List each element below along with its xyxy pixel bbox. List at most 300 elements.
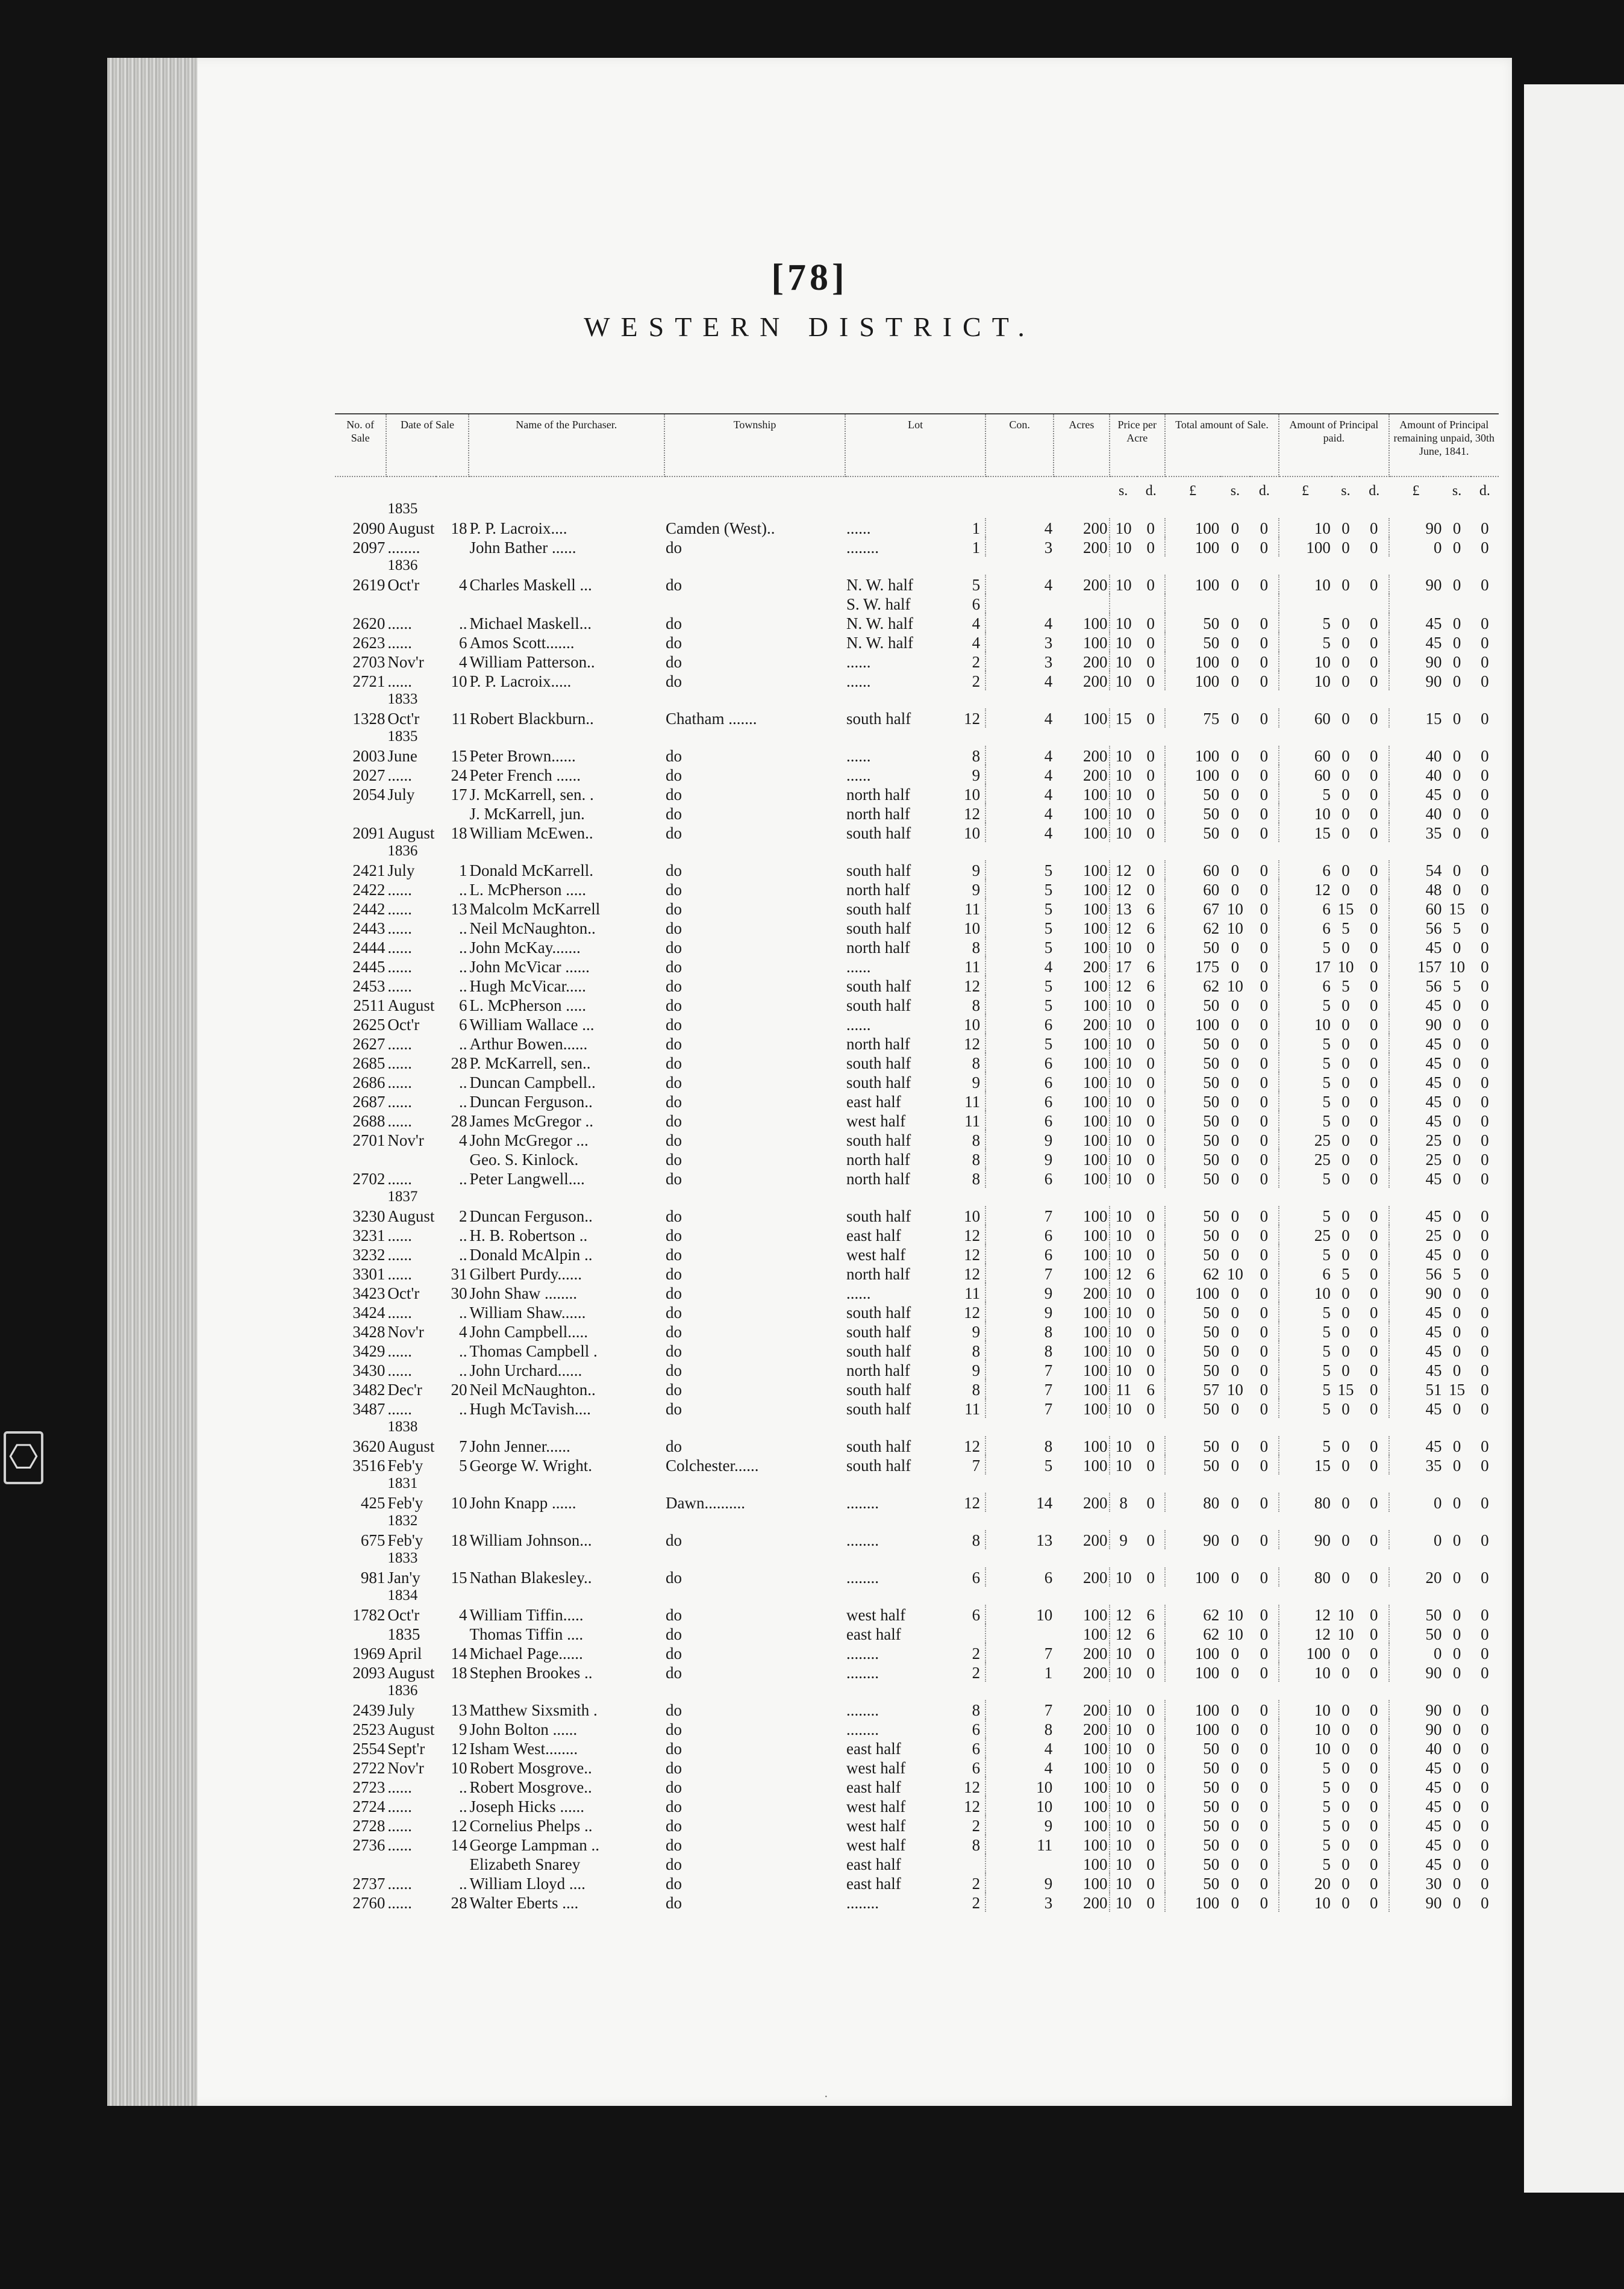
cell-rs: 0 <box>1452 1400 1461 1418</box>
cell-ts: 0 <box>1231 1720 1240 1738</box>
cell-rd: 0 <box>1481 1342 1489 1360</box>
cell-tl: 50 <box>1165 1169 1220 1188</box>
cell-ps: 10 <box>1110 823 1137 842</box>
cell-mon <box>386 804 436 823</box>
lot-part: ...... <box>846 958 871 976</box>
cell-con: 3 <box>985 652 1054 671</box>
lot-number: 8 <box>972 1701 981 1719</box>
cell-acres: 100 <box>1083 1381 1108 1399</box>
table-row <box>335 1455 1499 1475</box>
cell-as: 0 <box>1341 1131 1350 1149</box>
unit-remaining-d: d. <box>1479 483 1490 499</box>
cell-pd: 6 <box>1146 919 1155 937</box>
cell-town: do <box>665 1246 682 1264</box>
lot-number: 6 <box>972 1606 981 1624</box>
cell-as: 0 <box>1341 1644 1350 1663</box>
year-label: 1836 <box>387 557 418 573</box>
cell-pd: 0 <box>1146 938 1155 957</box>
cell-rs: 0 <box>1452 1625 1461 1643</box>
cell-ps: 10 <box>1110 1149 1137 1169</box>
cell-ts: 0 <box>1231 539 1240 557</box>
lot-number: 2 <box>972 1875 981 1893</box>
header-total: Total amount of Sale. <box>1165 414 1279 476</box>
cell-td: 0 <box>1260 881 1269 899</box>
cell-ps: 15 <box>1110 708 1137 728</box>
cell-rs: 0 <box>1452 1875 1461 1893</box>
cell-pd: 0 <box>1146 1170 1155 1188</box>
lot-part: ........ <box>846 539 879 557</box>
cell-rs: 0 <box>1452 1457 1461 1475</box>
cell-td: 0 <box>1260 1625 1269 1643</box>
cell-ps: 10 <box>1110 1399 1137 1418</box>
table-row <box>335 957 1499 976</box>
cell-name: Malcolm McKarrell <box>469 900 601 918</box>
cell-ts: 0 <box>1231 1740 1240 1758</box>
cell-mon: 1835 <box>387 1625 420 1643</box>
cell-ts: 0 <box>1231 1817 1240 1835</box>
cell-name: Donald McAlpin .. <box>469 1246 593 1264</box>
cell-pd: 0 <box>1146 1836 1155 1854</box>
cell-no: 2422 <box>352 881 386 899</box>
cell-rd: 0 <box>1481 824 1489 842</box>
cell-town: do <box>665 1797 682 1816</box>
cell-lot <box>845 1436 985 1455</box>
cell-ad: 0 <box>1370 1131 1378 1149</box>
cell-con: 4 <box>985 804 1054 823</box>
cell-lot <box>845 937 985 957</box>
cell-name: Hugh McTavish.... <box>469 1400 591 1418</box>
lot-number: 4 <box>972 614 981 632</box>
cell-no: 2623 <box>352 634 386 652</box>
cell-con: 4 <box>985 1738 1054 1758</box>
cell-rl: 157 <box>1389 957 1443 976</box>
cell-con: 5 <box>985 860 1054 879</box>
lot-part: west half <box>846 1817 906 1835</box>
cell-lot <box>845 765 985 784</box>
cell-town: do <box>665 1226 682 1244</box>
cell-rs: 0 <box>1452 1342 1461 1360</box>
cell-name: Robert Blackburn.. <box>469 710 594 728</box>
cell-no: 2737 <box>352 1875 386 1893</box>
cell-ad: 0 <box>1370 919 1378 937</box>
cell-ps: 10 <box>1110 1341 1137 1360</box>
cell-tl: 100 <box>1165 1663 1220 1682</box>
cell-td: 0 <box>1260 1265 1269 1283</box>
cell-mon: Sept'r <box>387 1740 425 1758</box>
cell-ad: 0 <box>1370 519 1378 537</box>
cell-tl: 50 <box>1165 1758 1220 1777</box>
cell-rd: 0 <box>1481 614 1489 632</box>
cell-mon: ...... <box>387 938 412 957</box>
cell-td: 0 <box>1260 1226 1269 1244</box>
lot-number: 9 <box>972 1323 981 1341</box>
cell-day: 31 <box>451 1265 467 1283</box>
cell-rl: 45 <box>1389 995 1443 1014</box>
lot-number: 12 <box>964 710 981 728</box>
cell-no: 2703 <box>352 653 386 671</box>
ledger-page <box>107 58 1512 2106</box>
cell-as: 0 <box>1341 1342 1350 1360</box>
cell-acres: 100 <box>1083 1093 1108 1111</box>
cell-no: 2444 <box>352 938 386 957</box>
cell-rd: 0 <box>1481 519 1489 537</box>
cell-rs: 5 <box>1452 977 1461 995</box>
cell-mon: ...... <box>387 672 412 690</box>
cell-ts: 0 <box>1231 1035 1240 1053</box>
cell-pd: 6 <box>1146 1606 1155 1624</box>
cell-rl: 25 <box>1389 1149 1443 1169</box>
cell-ad: 0 <box>1370 1151 1378 1169</box>
cell-td: 0 <box>1260 1644 1269 1663</box>
cell-ad: 0 <box>1370 1817 1378 1835</box>
lot-part: ...... <box>846 747 871 765</box>
cell-lot <box>845 879 985 899</box>
cell-ts: 0 <box>1231 1170 1240 1188</box>
table-row <box>335 937 1499 957</box>
ledger-body <box>335 500 1499 1912</box>
year-label: 1832 <box>387 1513 418 1529</box>
cell-con: 6 <box>985 1244 1054 1264</box>
cell-mon: ...... <box>387 1054 412 1072</box>
cell-name: William Lloyd .... <box>469 1875 586 1893</box>
cell-ps: 17 <box>1110 957 1137 976</box>
unit-price-d: d. <box>1145 483 1157 499</box>
cell-pd: 0 <box>1146 1778 1155 1796</box>
cell-con: 4 <box>985 823 1054 842</box>
cell-day: 20 <box>451 1381 467 1399</box>
cell-as: 0 <box>1341 766 1350 784</box>
cell-town: do <box>665 919 682 937</box>
cell-con: 5 <box>985 995 1054 1014</box>
cell-mon <box>386 594 436 613</box>
cell-acres: 200 <box>1083 1664 1108 1682</box>
header-paid: Amount of Principal paid. <box>1279 414 1388 476</box>
cell-ps: 10 <box>1110 1091 1137 1111</box>
cell-td: 0 <box>1260 1304 1269 1322</box>
cell-ts: 0 <box>1231 1664 1240 1682</box>
cell-ps: 10 <box>1110 575 1137 594</box>
cell-day: 7 <box>459 1437 467 1455</box>
cell-rl: 54 <box>1389 860 1443 879</box>
header-acres: Acres <box>1054 414 1109 476</box>
cell-day: 30 <box>451 1284 467 1302</box>
cell-day: 12 <box>451 1740 467 1758</box>
cell-con: 6 <box>985 1169 1054 1188</box>
cell-ps: 10 <box>1110 1455 1137 1475</box>
cell-td: 0 <box>1260 824 1269 842</box>
lot-number: 8 <box>972 1054 981 1072</box>
cell-al: 5 <box>1279 1758 1332 1777</box>
cell-al: 5 <box>1279 1322 1332 1341</box>
cell-acres: 100 <box>1083 977 1108 995</box>
table-row <box>335 1111 1499 1130</box>
cell-td: 0 <box>1260 1016 1269 1034</box>
cell-mon: ...... <box>387 1875 412 1893</box>
cell-acres: 100 <box>1083 1817 1108 1835</box>
cell-no: 2439 <box>352 1701 386 1719</box>
cell-as <box>1332 594 1360 613</box>
cell-day: 28 <box>451 1894 467 1912</box>
cell-acres: 100 <box>1083 938 1108 957</box>
cell-al: 10 <box>1279 1700 1332 1719</box>
cell-town: do <box>665 805 682 823</box>
cell-al: 17 <box>1279 957 1332 976</box>
land-sales-table <box>335 413 1499 1912</box>
year-label: 1833 <box>387 1550 418 1566</box>
cell-con: 10 <box>985 1605 1054 1624</box>
district-title: WESTERN DISTRICT. <box>584 311 1035 342</box>
cell-name: William Tiffin..... <box>469 1606 584 1624</box>
cell-tl: 175 <box>1165 957 1220 976</box>
cell-mon: Oct'r <box>387 1606 420 1624</box>
lot-number: 6 <box>972 595 981 613</box>
cell-pd: 0 <box>1146 1226 1155 1244</box>
cell-as: 5 <box>1341 977 1350 995</box>
lot-part: west half <box>846 1797 906 1816</box>
year-label: 1831 <box>387 1475 418 1491</box>
cell-td: 0 <box>1260 1073 1269 1091</box>
cell-as: 0 <box>1341 861 1350 879</box>
cell-name: Stephen Brookes .. <box>469 1664 593 1682</box>
cell-rs: 0 <box>1452 1664 1461 1682</box>
cell-ad: 0 <box>1370 1437 1378 1455</box>
cell-name: Cornelius Phelps .. <box>469 1817 593 1835</box>
cell-day: 14 <box>451 1644 467 1663</box>
cell-tl: 100 <box>1165 575 1220 594</box>
cell-ad: 0 <box>1370 1875 1378 1893</box>
cell-as: 0 <box>1341 710 1350 728</box>
cell-as: 0 <box>1341 1531 1350 1549</box>
header-row <box>335 414 1499 476</box>
lot-part: south half <box>846 1323 911 1341</box>
cell-no: 3482 <box>352 1381 386 1399</box>
cell-name: J. McKarrell, sen. . <box>469 785 594 804</box>
cell-rl: 40 <box>1389 1738 1443 1758</box>
cell-tl: 50 <box>1165 1111 1220 1130</box>
cell-as: 10 <box>1337 958 1354 976</box>
cell-al: 5 <box>1279 937 1332 957</box>
cell-rd: 0 <box>1481 766 1489 784</box>
cell-name: Donald McKarrell. <box>469 861 593 879</box>
cell-rd: 0 <box>1481 576 1489 594</box>
cell-acres: 100 <box>1083 1606 1108 1624</box>
cell-day: 2 <box>459 1207 467 1225</box>
cell-ts <box>1220 594 1249 613</box>
table-row <box>335 1719 1499 1738</box>
lot-part: west half <box>846 1606 906 1624</box>
table-row <box>335 1341 1499 1360</box>
cell-acres: 100 <box>1083 1797 1108 1816</box>
cell-rs: 0 <box>1452 785 1461 804</box>
table-row <box>335 1034 1499 1053</box>
cell-as: 0 <box>1341 519 1350 537</box>
cell-rs: 0 <box>1452 1855 1461 1873</box>
cell-rd: 0 <box>1481 1207 1489 1225</box>
cell-acres: 100 <box>1083 1112 1108 1130</box>
cell-no: 2090 <box>352 519 386 537</box>
cell-town: do <box>665 1569 682 1587</box>
cell-rs: 0 <box>1452 1170 1461 1188</box>
cell-as: 0 <box>1341 1720 1350 1738</box>
cell-pd: 0 <box>1146 1284 1155 1302</box>
cell-day: 4 <box>459 576 467 594</box>
cell-day: 10 <box>451 1494 467 1512</box>
cell-rl: 56 <box>1389 918 1443 937</box>
cell-town: do <box>665 938 682 957</box>
cell-no: 2445 <box>352 958 386 976</box>
cell-town: do <box>665 634 682 652</box>
cell-pd: 6 <box>1146 958 1155 976</box>
cell-al: 5 <box>1279 784 1332 804</box>
cell-mon: Oct'r <box>387 1016 420 1034</box>
cell-lot <box>845 1360 985 1379</box>
cell-pd: 0 <box>1146 1894 1155 1912</box>
cell-ad: 0 <box>1370 1606 1378 1624</box>
cell-al: 80 <box>1279 1567 1332 1587</box>
cell-pd: 0 <box>1146 1016 1155 1034</box>
cell-mon: ...... <box>387 634 412 652</box>
cell-rs: 0 <box>1452 1817 1461 1835</box>
lot-part: west half <box>846 1246 906 1264</box>
cell-mon: ...... <box>387 881 412 899</box>
cell-lot <box>845 1738 985 1758</box>
cell-rs: 0 <box>1452 1016 1461 1034</box>
table-row <box>335 1700 1499 1719</box>
cell-acres: 100 <box>1083 1054 1108 1072</box>
year-row <box>335 1512 1499 1530</box>
cell-rl: 45 <box>1389 1244 1443 1264</box>
cell-pd: 0 <box>1146 1531 1155 1549</box>
cell-pd: 0 <box>1146 710 1155 728</box>
cell-lot <box>845 1624 985 1643</box>
cell-al: 5 <box>1279 1436 1332 1455</box>
cell-rs: 0 <box>1452 1284 1461 1302</box>
cell-ps: 10 <box>1110 1360 1137 1379</box>
cell-ad: 0 <box>1370 1035 1378 1053</box>
cell-pd: 0 <box>1146 1304 1155 1322</box>
unit-price-s: s. <box>1118 483 1128 499</box>
cell-ps: 10 <box>1110 652 1137 671</box>
cell-rd: 0 <box>1481 1664 1489 1682</box>
cell-rd: 0 <box>1481 634 1489 652</box>
cell-no: 2687 <box>352 1093 386 1111</box>
cell-lot <box>845 1322 985 1341</box>
cell-ts: 10 <box>1226 1606 1243 1624</box>
cell-name: Thomas Tiffin .... <box>469 1625 584 1643</box>
cell-al: 25 <box>1279 1130 1332 1149</box>
cell-tl: 50 <box>1165 1738 1220 1758</box>
cell-mon: ...... <box>387 919 412 937</box>
cell-pd: 0 <box>1146 1797 1155 1816</box>
cell-con: 8 <box>985 1436 1054 1455</box>
cell-td: 0 <box>1260 1569 1269 1587</box>
cell-day: .. <box>459 1170 467 1188</box>
table-row <box>335 518 1499 537</box>
cell-acres: 200 <box>1083 1531 1108 1549</box>
cell-no: 3423 <box>352 1284 386 1302</box>
cell-tl: 75 <box>1165 708 1220 728</box>
cell-rs: 0 <box>1452 1701 1461 1719</box>
cell-td: 0 <box>1260 1151 1269 1169</box>
cell-no <box>335 804 386 823</box>
cell-day: 18 <box>451 824 467 842</box>
cell-name: Michael Maskell... <box>469 614 592 632</box>
cell-tl: 100 <box>1165 1643 1220 1663</box>
cell-ts: 0 <box>1231 938 1240 957</box>
cell-day: 4 <box>459 1323 467 1341</box>
cell-ts: 0 <box>1231 1437 1240 1455</box>
cell-no: 2097 <box>352 539 386 557</box>
cell-tl: 62 <box>1165 1264 1220 1283</box>
cell-name: Neil McNaughton.. <box>469 1381 596 1399</box>
cell-rs: 0 <box>1452 1740 1461 1758</box>
cell-acres: 200 <box>1083 1894 1108 1912</box>
cell-ps: 9 <box>1110 1530 1137 1549</box>
year-label: 1836 <box>387 1682 418 1699</box>
cell-ps: 12 <box>1110 1605 1137 1624</box>
cell-no: 2027 <box>352 766 386 784</box>
cell-con: 10 <box>985 1796 1054 1816</box>
cell-rd: 0 <box>1481 1131 1489 1149</box>
cell-rd: 0 <box>1481 996 1489 1014</box>
cell-ts: 0 <box>1231 766 1240 784</box>
table-row <box>335 918 1499 937</box>
cell-ts: 0 <box>1231 1112 1240 1130</box>
cell-pd: 0 <box>1146 1644 1155 1663</box>
cell-ps: 12 <box>1110 918 1137 937</box>
cell-as: 0 <box>1341 1740 1350 1758</box>
cell-con: 11 <box>985 1835 1054 1854</box>
header-date: Date of Sale <box>386 414 468 476</box>
year-label: 1836 <box>387 843 418 859</box>
header-lot: Lot <box>845 414 985 476</box>
cell-rd: 0 <box>1481 1035 1489 1053</box>
cell-rl: 51 <box>1389 1379 1443 1399</box>
cell-day <box>436 1149 468 1169</box>
lot-number: 9 <box>972 766 981 784</box>
cell-as: 0 <box>1341 1817 1350 1835</box>
cell-rs: 0 <box>1452 1836 1461 1854</box>
cell-name: Walter Eberts .... <box>469 1894 579 1912</box>
cell-rs: 0 <box>1452 1759 1461 1777</box>
lot-number: 12 <box>964 1437 981 1455</box>
cell-mon: July <box>387 861 415 879</box>
lot-number: 10 <box>964 1207 981 1225</box>
cell-town: do <box>665 1131 682 1149</box>
cell-acres: 200 <box>1083 653 1108 671</box>
year-label: 1835 <box>387 501 418 517</box>
cell-acres: 100 <box>1083 996 1108 1014</box>
cell-ts: 0 <box>1231 996 1240 1014</box>
cell-td: 0 <box>1260 1759 1269 1777</box>
cell-town: do <box>665 824 682 842</box>
cell-al: 10 <box>1279 652 1332 671</box>
cell-con: 9 <box>985 1302 1054 1322</box>
cell-con: 3 <box>985 632 1054 652</box>
lot-part: ...... <box>846 519 871 537</box>
cell-ad: 0 <box>1370 881 1378 899</box>
cell-td: 0 <box>1260 1457 1269 1475</box>
cell-pd: 0 <box>1146 1817 1155 1835</box>
cell-con: 4 <box>985 671 1054 690</box>
cell-as: 0 <box>1341 1073 1350 1091</box>
cell-pd: 0 <box>1146 1035 1155 1053</box>
cell-pd: 0 <box>1146 672 1155 690</box>
lot-part: north half <box>846 1035 910 1053</box>
table-row <box>335 765 1499 784</box>
cell-ad: 0 <box>1370 1894 1378 1912</box>
cell-no: 2453 <box>352 977 386 995</box>
